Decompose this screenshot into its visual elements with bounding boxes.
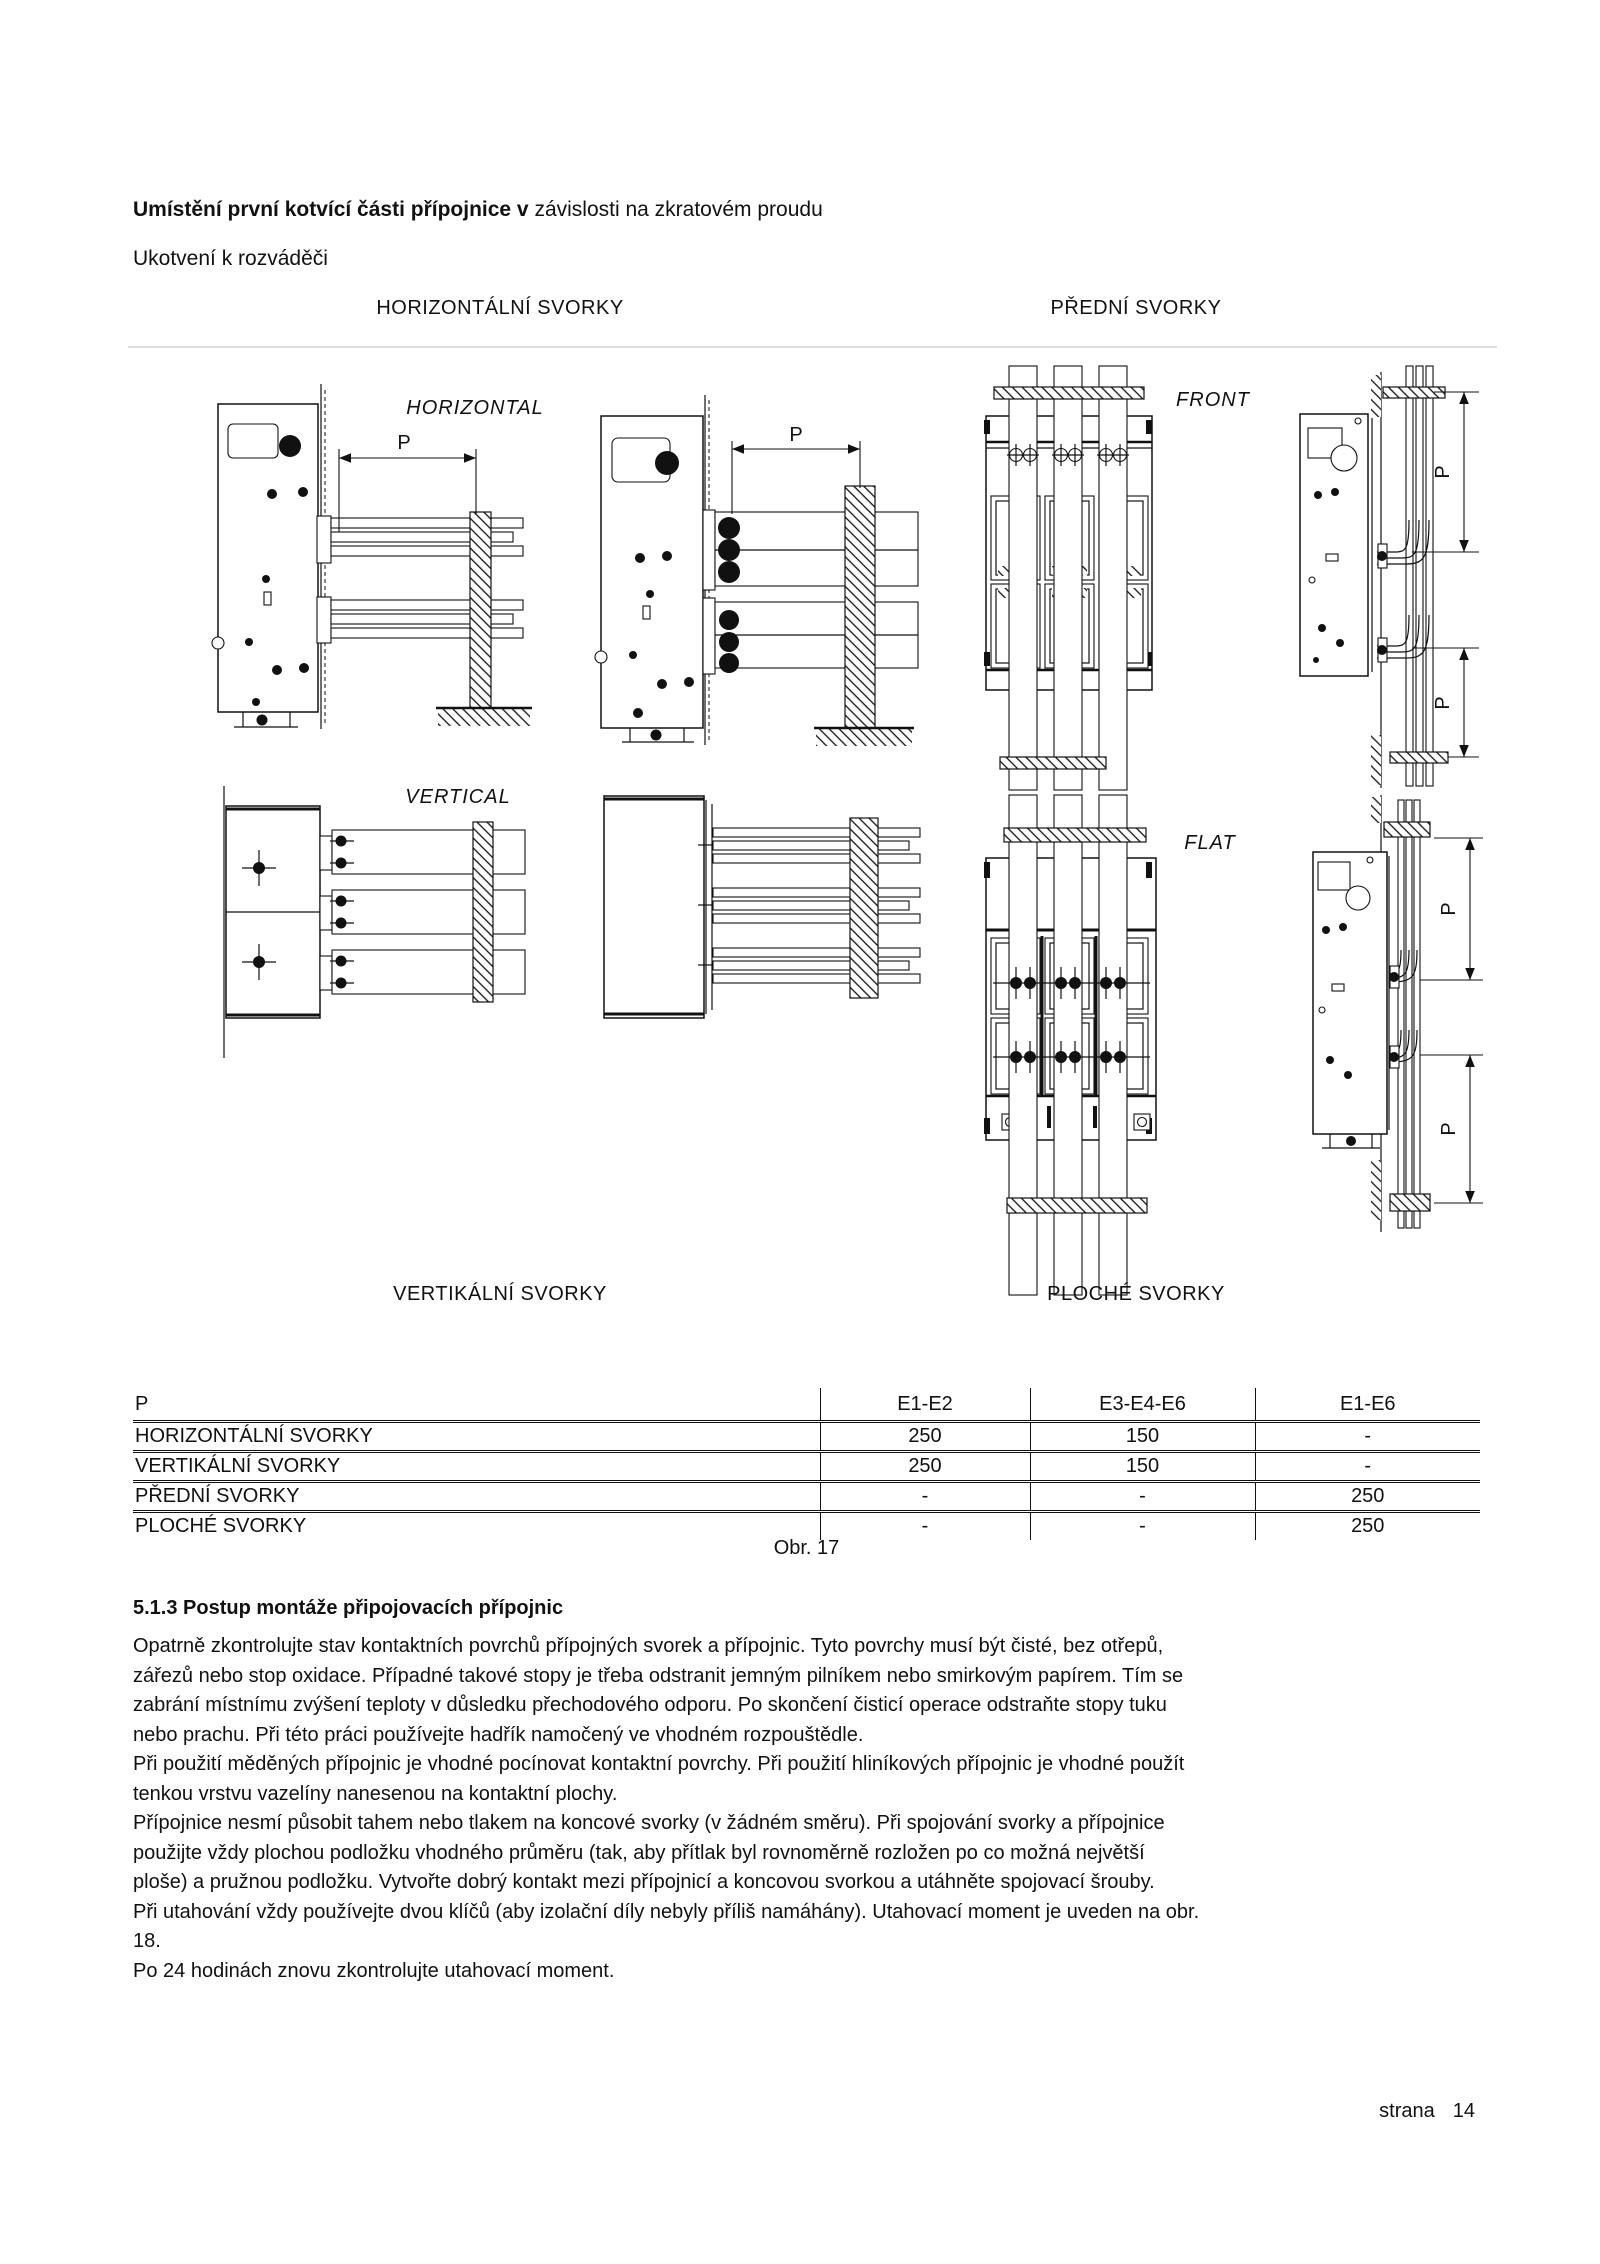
- dimension-p-label: P: [1438, 902, 1460, 916]
- table-row: [133, 1482, 1480, 1512]
- table-row: [133, 1452, 1480, 1482]
- body-line: zářezů nebo stop oxidace. Případné takové stopy je třeba odstranit jemným pilníkem nebo smirkovým papírem. Tím se: [133, 1664, 1184, 1687]
- footer-label: strana: [1379, 2100, 1435, 2122]
- body-line: tenkou vrstvu vazelíny nanesenou na kontaktní plochy.: [133, 1782, 618, 1805]
- body-line: Přípojnice nesmí působit tahem nebo tlakem na koncové svorky (v žádném směru). Při spojování svorky a přípojnice: [133, 1812, 1165, 1834]
- table-header-e1-e2: E1-E2: [820, 1388, 1030, 1422]
- dimension-p-label: P: [1432, 696, 1454, 710]
- row-value: 150: [1030, 1422, 1255, 1452]
- section-heading: 5.1.3 Postup montáže připojovacích přípojnic: [133, 1597, 564, 1619]
- figure-caption: Obr. 17: [773, 1537, 840, 1559]
- diagram-vertical-clamps-view-1: [224, 786, 525, 1058]
- table-header-row: [133, 1388, 1480, 1422]
- row-value: 150: [1030, 1452, 1255, 1482]
- row-value: -: [1255, 1422, 1480, 1452]
- dimension-p-label: P: [397, 432, 411, 454]
- diagram-flat-clamps-side-view: [1313, 795, 1483, 1232]
- row-value: -: [1255, 1452, 1480, 1482]
- body-line: Při použití měděných přípojnic je vhodné pocínovat kontaktní povrchy. Při použití hliníkových přípojnic je vhodné použít: [133, 1753, 1185, 1775]
- diagram-horizontal-clamps-view-1: [212, 384, 544, 729]
- body-line: použijte vždy plochou podložku vhodného průměru (tak, aby přítlak byl rovnoměrně rozložen po co možná největší: [133, 1841, 1145, 1864]
- table-row: [133, 1422, 1480, 1452]
- row-value: 250: [1255, 1482, 1480, 1512]
- table-header-e3-e4-e6: E3-E4-E6: [1030, 1388, 1255, 1422]
- clamp-distance-table: [133, 1388, 1480, 1540]
- page-footer: [1379, 2100, 1475, 2123]
- row-value: -: [820, 1482, 1030, 1512]
- figure-header-front-clamps: PŘEDNÍ SVORKY: [1050, 297, 1222, 319]
- body-line: Při utahování vždy používejte dvou klíčů (aby izolační díly nebyly příliš namáhány). Utahovací moment je uveden na obr.: [133, 1900, 1200, 1923]
- row-value: -: [1030, 1512, 1255, 1541]
- diagram-front-clamps-side-view: [1300, 366, 1479, 788]
- diagram-horizontal-clamps-view-2: [595, 395, 918, 746]
- body-line: 18.: [133, 1930, 161, 1952]
- dimension-p-label: P: [1432, 465, 1454, 479]
- label-vertical: VERTICAL: [405, 786, 511, 808]
- body-line: zabrání místnímu zvýšení teploty v důsledku přechodového odporu. Po skončení čisticí operace odstraňte stopy tuku: [133, 1694, 1167, 1716]
- row-value: 250: [1255, 1512, 1480, 1541]
- section-body: [133, 1632, 1493, 1986]
- page-title-bold: Umístění první kotvící části přípojnice v: [133, 198, 529, 221]
- table-header-p: P: [133, 1388, 820, 1422]
- figure-label-flat-clamps: PLOCHÉ SVORKY: [1047, 1283, 1225, 1305]
- row-value: -: [820, 1512, 1030, 1541]
- dimension-p-label: P: [1438, 1122, 1460, 1136]
- table-header-e1-e6: E1-E6: [1255, 1388, 1480, 1422]
- row-value: 250: [820, 1452, 1030, 1482]
- label-front: FRONT: [1176, 389, 1250, 411]
- page-subtitle: Ukotvení k rozváděči: [133, 247, 328, 270]
- dimension-p-label: P: [789, 424, 803, 446]
- page-title-regular: závislosti na zkratovém proudu: [528, 198, 823, 221]
- label-flat: FLAT: [1184, 832, 1236, 854]
- body-line: Opatrně zkontrolujte stav kontaktních povrchů přípojných svorek a přípojnic. Tyto povrchy musí být čisté, bez otřepů,: [133, 1635, 1164, 1657]
- row-value: 250: [820, 1422, 1030, 1452]
- diagram-flat-clamps-front-view: [984, 795, 1236, 1295]
- figure-label-vertical-clamps: VERTIKÁLNÍ SVORKY: [393, 1283, 607, 1305]
- body-line: ploše) a pružnou podložku. Vytvořte dobrý kontakt mezi přípojnicí a koncovou svorkou a utáhněte spojovací šrouby.: [133, 1871, 1155, 1893]
- row-label: HORIZONTÁLNÍ SVORKY: [133, 1422, 820, 1452]
- footer-page-number: 14: [1452, 2100, 1475, 2122]
- table-row: [133, 1512, 1480, 1541]
- row-label: PŘEDNÍ SVORKY: [133, 1482, 820, 1512]
- label-horizontal: HORIZONTAL: [406, 397, 544, 419]
- diagram-vertical-clamps-view-2: [604, 796, 920, 1018]
- body-line: Po 24 hodinách znovu zkontrolujte utahovací moment.: [133, 1959, 615, 1982]
- row-label: VERTIKÁLNÍ SVORKY: [133, 1452, 820, 1482]
- body-line: nebo prachu. Při této práci používejte hadřík namočený ve vhodném rozpouštědle.: [133, 1723, 864, 1746]
- row-value: -: [1030, 1482, 1255, 1512]
- row-label: PLOCHÉ SVORKY: [135, 1515, 307, 1537]
- figure-header-horizontal-clamps: HORIZONTÁLNÍ SVORKY: [376, 297, 624, 319]
- diagram-front-clamps-front-view: [984, 366, 1251, 790]
